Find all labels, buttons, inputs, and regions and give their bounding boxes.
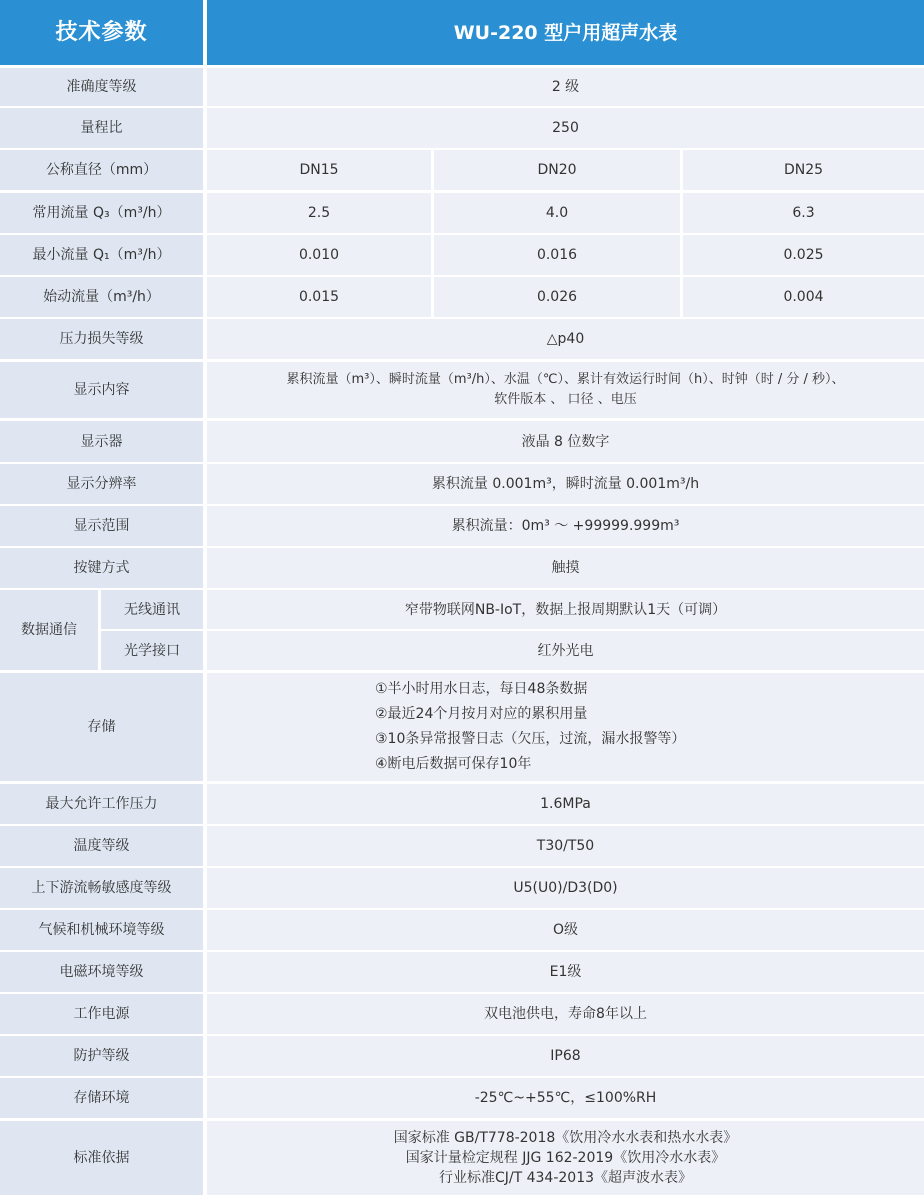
row-label-power: 工作电源 <box>0 994 203 1034</box>
storage-item-3: ③10条异常报警日志（欠压，过流，漏水报警等） <box>375 731 686 747</box>
cell-start-flow-dn15: 0.015 <box>207 277 431 317</box>
row-label-climate: 气候和机械环境等级 <box>0 910 203 950</box>
row-label-q3: 常用流量 Q₃（m³/h） <box>0 193 203 233</box>
row-label-display-content: 显示内容 <box>0 362 203 418</box>
row-label-storage: 存储 <box>0 673 203 781</box>
row-value-accuracy: 2 级 <box>207 68 924 106</box>
row-label-start-flow: 始动流量（m³/h） <box>0 277 203 317</box>
row-label-range-ratio: 量程比 <box>0 108 203 148</box>
row-value-display-range: 累积流量：0m³ ～ +99999.999m³ <box>207 506 924 546</box>
cell-nominal-dn25: DN25 <box>683 150 924 190</box>
row-value-max-pressure: 1.6MPa <box>207 784 924 824</box>
row-label-data-comm: 数据通信 <box>0 590 98 670</box>
standards-line-3: 行业标准CJ/T 434-2013《超声波水表》 <box>438 1170 693 1186</box>
row-label-standards: 标准依据 <box>0 1121 203 1195</box>
row-value-storage-env: -25℃~+55℃，≤100%RH <box>207 1078 924 1118</box>
row-label-ip: 防护等级 <box>0 1036 203 1076</box>
cell-nominal-dn15: DN15 <box>207 150 431 190</box>
cell-q3-dn25: 6.3 <box>683 193 924 233</box>
row-label-display: 显示器 <box>0 421 203 462</box>
row-label-resolution: 显示分辨率 <box>0 464 203 504</box>
storage-item-2: ②最近24个月按月对应的累积用量 <box>375 706 588 722</box>
row-value-ip: IP68 <box>207 1036 924 1076</box>
cell-q1-dn25: 0.025 <box>683 235 924 275</box>
row-value-standards <box>207 1121 924 1195</box>
row-value-keys: 触摸 <box>207 548 924 588</box>
row-label-optical: 光学接口 <box>101 631 203 670</box>
storage-item-4: ④断电后数据可保存10年 <box>375 756 532 772</box>
cell-nominal-dn20: DN20 <box>434 150 680 190</box>
cell-q1-dn20: 0.016 <box>434 235 680 275</box>
row-value-emc: E1级 <box>207 952 924 992</box>
display-content-line-1: 累积流量（m³）、瞬时流量（m³/h）、水温（℃）、累计有效运行时间（h）、时钟（时 / 分 / 秒）、 <box>286 372 845 387</box>
display-content-line-2: 软件版本 、 口径 、电压 <box>494 392 637 407</box>
cell-start-flow-dn20: 0.026 <box>434 277 680 317</box>
row-value-pressure-loss: △p40 <box>207 319 924 359</box>
storage-item-1: ①半小时用水日志，每日48条数据 <box>375 681 588 697</box>
row-value-flow-sensitivity: U5(U0)/D3(D0) <box>207 868 924 908</box>
header-title-right: WU-220 型户用超声水表 <box>207 0 924 65</box>
row-label-display-range: 显示范围 <box>0 506 203 546</box>
row-value-optical: 红外光电 <box>207 631 924 670</box>
row-value-range-ratio: 250 <box>207 108 924 148</box>
cell-q1-dn15: 0.010 <box>207 235 431 275</box>
row-value-temp-class: T30/T50 <box>207 826 924 866</box>
row-value-power: 双电池供电，寿命8年以上 <box>207 994 924 1034</box>
row-label-nominal-diameter: 公称直径（mm） <box>0 150 203 190</box>
cell-start-flow-dn25: 0.004 <box>683 277 924 317</box>
row-value-wireless: 窄带物联网NB-IoT，数据上报周期默认1天（可调） <box>207 590 924 629</box>
row-label-keys: 按键方式 <box>0 548 203 588</box>
row-label-q1: 最小流量 Q₁（m³/h） <box>0 235 203 275</box>
row-label-max-pressure: 最大允许工作压力 <box>0 784 203 824</box>
row-label-temp-class: 温度等级 <box>0 826 203 866</box>
row-value-display: 液晶 8 位数字 <box>207 421 924 462</box>
row-label-accuracy: 准确度等级 <box>0 68 203 106</box>
row-label-pressure-loss: 压力损失等级 <box>0 319 203 359</box>
row-value-resolution: 累积流量 0.001m³，瞬时流量 0.001m³/h <box>207 464 924 504</box>
row-label-flow-sensitivity: 上下游流畅敏感度等级 <box>0 868 203 908</box>
row-label-wireless: 无线通讯 <box>101 590 203 629</box>
row-value-display-content <box>207 362 924 418</box>
standards-line-2: 国家计量检定规程 JJG 162-2019《饮用冷水水表》 <box>405 1150 726 1166</box>
row-value-storage <box>207 673 924 781</box>
header-title-left: 技术参数 <box>0 0 203 65</box>
standards-line-1: 国家标准 GB/T778-2018《饮用冷水水表和热水水表》 <box>393 1130 738 1146</box>
cell-q3-dn15: 2.5 <box>207 193 431 233</box>
row-label-emc: 电磁环境等级 <box>0 952 203 992</box>
row-label-storage-env: 存储环境 <box>0 1078 203 1118</box>
cell-q3-dn20: 4.0 <box>434 193 680 233</box>
row-value-climate: O级 <box>207 910 924 950</box>
